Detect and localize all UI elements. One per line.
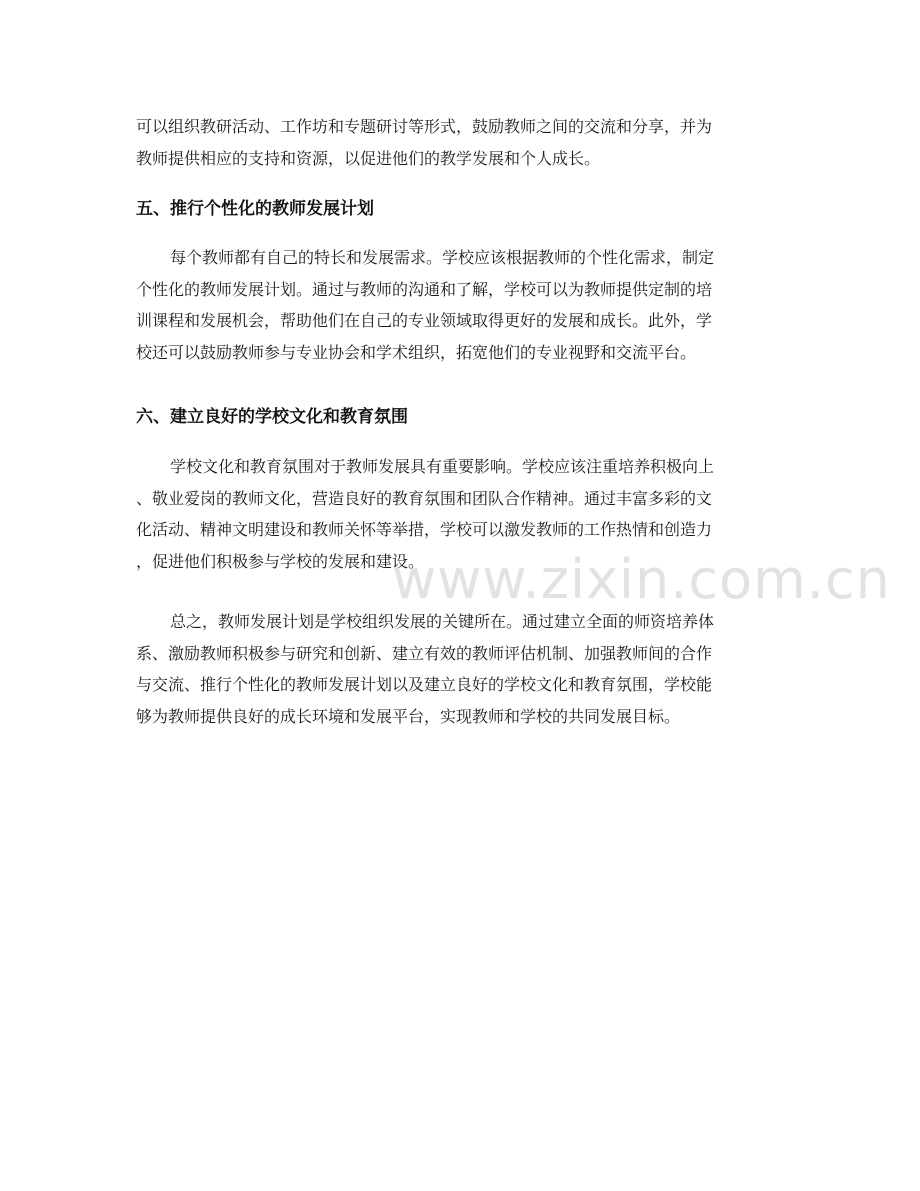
watermark: www.zixin.com.cn xyxy=(392,548,891,611)
section-6-paragraph xyxy=(136,451,784,577)
paragraph-line: 个性化的教师发展计划。通过与教师的沟通和了解，学校可以为教师提供定制的培 xyxy=(136,279,713,299)
intro-paragraph xyxy=(136,111,784,174)
paragraph-line: 化活动、精神文明建设和教师关怀等举措，学校可以激发教师的工作热情和创造力 xyxy=(136,520,713,539)
section-5-paragraph xyxy=(136,242,784,368)
paragraph-line: 校还可以鼓励教师参与专业协会和学术组织，拓宽他们的专业视野和交流平台。 xyxy=(136,342,697,362)
paragraph-line: 学校文化和教育氛围对于教师发展具有重要影响。学校应该注重培养积极向上 xyxy=(170,457,715,476)
paragraph-line: 系、激励教师积极参与研究和创新、建立有效的教师评估机制、加强教师间的合作 xyxy=(136,643,713,663)
section-5-heading: 五、推行个性化的教师发展计划 xyxy=(136,199,374,219)
paragraph-line: 训课程和发展机会，帮助他们在自己的专业领域取得更好的发展和成长。此外，学 xyxy=(136,311,713,330)
paragraph-line: 可以组织教研活动、工作坊和专题研讨等形式，鼓励教师之间的交流和分享，并为 xyxy=(136,117,713,136)
paragraph-line: 与交流、推行个性化的教师发展计划以及建立良好的学校文化和教育氛围，学校能 xyxy=(136,675,713,694)
paragraph-line: 教师提供相应的支持和资源，以促进他们的教学发展和个人成长。 xyxy=(136,148,601,168)
paragraph-line: 每个教师都有自己的特长和发展需求。学校应该根据教师的个性化需求，制定 xyxy=(170,248,715,267)
paragraph-line: 、敬业爱岗的教师文化，营造良好的教育氛围和团队合作精神。通过丰富多彩的文 xyxy=(136,488,713,508)
paragraph-line: 够为教师提供良好的成长环境和发展平台，实现教师和学校的共同发展目标。 xyxy=(136,706,681,726)
conclusion-paragraph xyxy=(136,606,784,732)
paragraph-line: 总之，教师发展计划是学校组织发展的关键所在。通过建立全面的师资培养体 xyxy=(170,612,715,631)
section-6-heading: 六、建立良好的学校文化和教育氛围 xyxy=(136,407,408,427)
paragraph-line: ，促进他们积极参与学校的发展和建设。 xyxy=(136,551,425,571)
